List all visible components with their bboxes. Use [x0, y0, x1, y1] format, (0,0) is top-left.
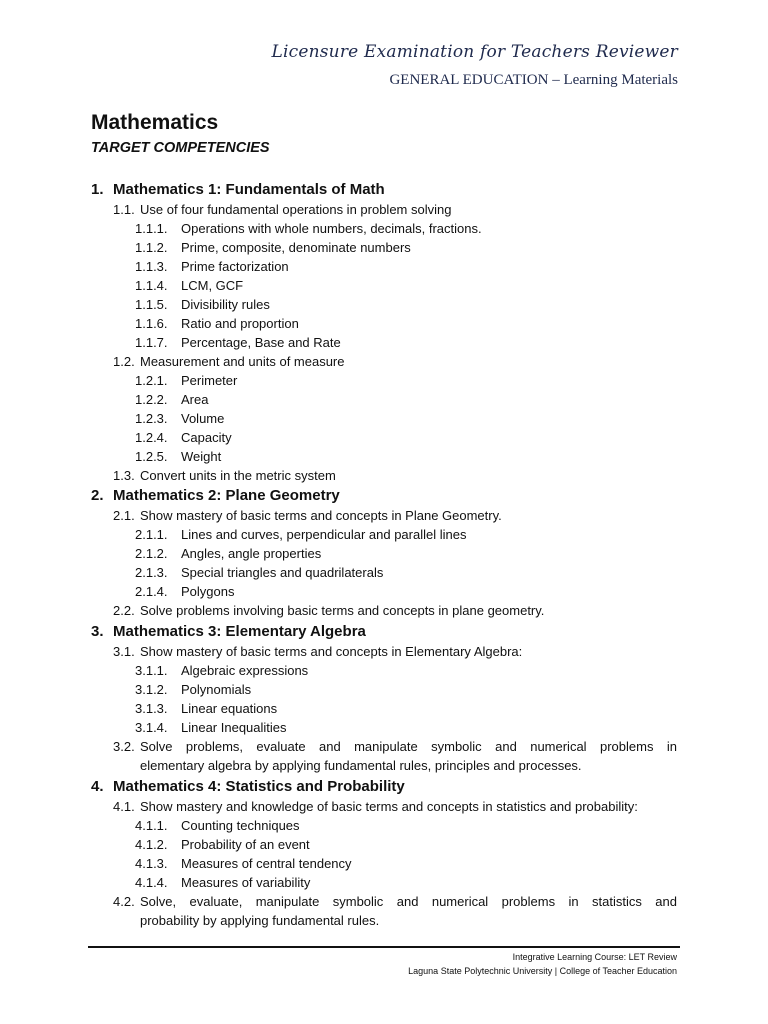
- subsection: 1.3. Convert units in the metric system: [113, 468, 336, 483]
- list-item: 4.1.2. Probability of an event: [135, 837, 310, 852]
- list-item: 1.2.3. Volume: [135, 411, 225, 426]
- list-item: 1.2.2. Area: [135, 392, 209, 407]
- subsection: 3.2. Solve problems, evaluate and manipulate symbolic and numerical problems in elementary algebra by applying fundamental rules, principles and processes.: [113, 739, 677, 773]
- list-item: 1.2.4. Capacity: [135, 430, 232, 445]
- page-subtitle: TARGET COMPETENCIES: [91, 140, 270, 156]
- list-item: 4.1.1. Counting techniques: [135, 818, 300, 833]
- list-item: 2.1.4. Polygons: [135, 584, 235, 599]
- subsection: 3.1. Show mastery of basic terms and concepts in Elementary Algebra:: [113, 644, 523, 659]
- list-item: 1.2.5. Weight: [135, 449, 222, 464]
- subsection: 2.1. Show mastery of basic terms and concepts in Plane Geometry.: [113, 508, 502, 523]
- list-item: 3.1.4. Linear Inequalities: [135, 720, 287, 735]
- subsection: 1.2. Measurement and units of measure: [113, 354, 345, 369]
- page-title: Mathematics: [91, 111, 219, 134]
- list-item: 4.1.4. Measures of variability: [135, 875, 311, 890]
- subsection: 1.1. Use of four fundamental operations in problem solving: [113, 202, 452, 217]
- footer-divider: [88, 946, 680, 948]
- list-item: 1.1.7. Percentage, Base and Rate: [135, 335, 341, 350]
- section-heading: 3. Mathematics 3: Elementary Algebra: [91, 623, 366, 640]
- list-item: 1.1.2. Prime, composite, denominate numbers: [135, 240, 411, 255]
- list-item: 2.1.1. Lines and curves, perpendicular and parallel lines: [135, 527, 467, 542]
- list-item: 3.1.2. Polynomials: [135, 682, 252, 697]
- list-item: 1.1.6. Ratio and proportion: [135, 316, 299, 331]
- section-heading: 4. Mathematics 4: Statistics and Probability: [91, 778, 405, 795]
- list-item: 4.1.3. Measures of central tendency: [135, 856, 352, 871]
- list-item: 1.1.5. Divisibility rules: [135, 297, 270, 312]
- subsection: 4.2. Solve, evaluate, manipulate symbolic and numerical problems in statistics and probability by applying fundamental rules.: [113, 894, 677, 928]
- subsection: 4.1. Show mastery and knowledge of basic terms and concepts in statistics and probability:: [113, 799, 638, 814]
- list-item: 1.1.3. Prime factorization: [135, 259, 289, 274]
- header-script-title: Licensure Examination for Teachers Reviewer: [271, 42, 678, 62]
- section-heading: 2. Mathematics 2: Plane Geometry: [91, 487, 340, 504]
- list-item: 3.1.1. Algebraic expressions: [135, 663, 309, 678]
- list-item: 1.1.4. LCM, GCF: [135, 278, 244, 293]
- list-item: 2.1.3. Special triangles and quadrilaterals: [135, 565, 384, 580]
- header-subtitle: GENERAL EDUCATION – Learning Materials: [389, 72, 678, 88]
- list-item: 2.1.2. Angles, angle properties: [135, 546, 322, 561]
- list-item: 1.2.1. Perimeter: [135, 373, 238, 388]
- list-item: 1.1.1. Operations with whole numbers, decimals, fractions.: [135, 221, 482, 236]
- footer-institution: Laguna State Polytechnic University | College of Teacher Education: [408, 966, 677, 976]
- section-heading: 1. Mathematics 1: Fundamentals of Math: [91, 181, 385, 198]
- list-item: 3.1.3. Linear equations: [135, 701, 278, 716]
- footer-course: Integrative Learning Course: LET Review: [512, 952, 677, 962]
- subsection: 2.2. Solve problems involving basic terms and concepts in plane geometry.: [113, 603, 545, 618]
